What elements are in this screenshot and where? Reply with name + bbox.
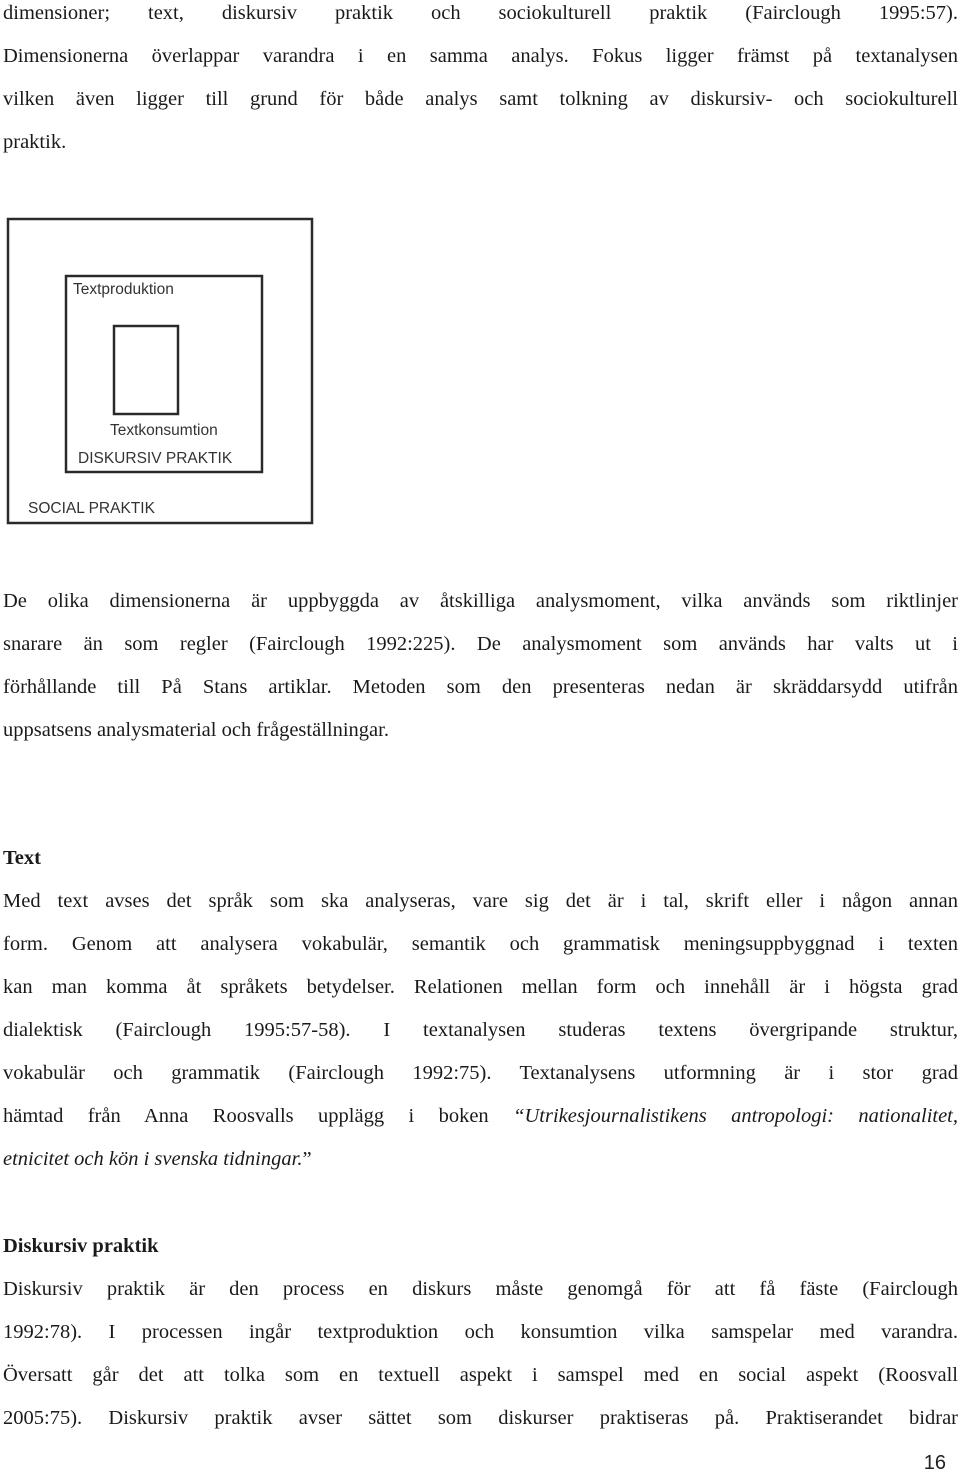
textproduktion-label: Textproduktion [73, 281, 174, 298]
method-paragraph [3, 580, 958, 752]
diskursiv-praktik-box [66, 276, 262, 472]
text-line [3, 1095, 958, 1138]
text-line: förhållande till På Stans artiklar. Metoden som den presenteras nedan är skräddarsydd utifrån [3, 676, 958, 698]
social-praktik-box [8, 219, 312, 523]
text-line: dimensioner; text, diskursiv praktik och sociokulturell praktik (Fairclough 1995:57). [3, 2, 958, 24]
text-line: Översatt går det att tolka som en textuell aspekt i samspel med en social aspekt (Roosvall [3, 1364, 958, 1386]
text-line: Med text avses det språk som ska analyseras, vare sig det är i tal, skrift eller i någon annan [3, 890, 958, 912]
text-line: Diskursiv praktik är den process en diskurs måste genomgå för att få fäste (Fairclough [3, 1278, 958, 1300]
text-line: 2005:75). Diskursiv praktik avser sättet som diskurser praktiseras på. Praktiserandet bidrar [3, 1407, 958, 1429]
book-title: “Utrikesjournalistikens antropologi: nationalitet, [513, 1105, 958, 1127]
text-line: dialektisk (Fairclough 1995:57-58). I textanalysen studeras textens övergripande struktur, [3, 1019, 958, 1041]
section-heading-diskursiv: Diskursiv praktik [3, 1235, 159, 1257]
text-box [114, 326, 178, 414]
text-line: uppsatsens analysmaterial och frågeställningar. [3, 719, 389, 741]
social-praktik-label: SOCIAL PRAKTIK [28, 500, 155, 517]
diskursiv-section-paragraph [3, 1268, 958, 1440]
page-number: 16 [923, 1452, 946, 1474]
text-fragment: hämtad från Anna Roosvalls upplägg i boken [3, 1105, 514, 1127]
text-line: De olika dimensionerna är uppbyggda av åtskilliga analysmoment, vilka används som riktlinjer [3, 590, 958, 612]
textkonsumtion-label: Textkonsumtion [110, 422, 218, 439]
text-line: kan man komma åt språkets betydelser. Relationen mellan form och innehåll är i högsta grad [3, 976, 958, 998]
text-line: vokabulär och grammatik (Fairclough 1992:75). Textanalysens utformning är i stor grad [3, 1062, 958, 1084]
text-line: Dimensionerna överlappar varandra i en samma analys. Fokus ligger främst på textanalysen [3, 45, 958, 67]
text-line: vilken även ligger till grund för både analys samt tolkning av diskursiv- och sociokulturell [3, 88, 958, 110]
text-section-paragraph [3, 880, 958, 1181]
diskursiv-praktik-label: DISKURSIV PRAKTIK [78, 450, 233, 467]
text-line [3, 1138, 958, 1181]
intro-paragraph [3, 0, 958, 164]
book-title-cont: etnicitet och kön i svenska tidningar. [3, 1148, 303, 1170]
text-fragment: ” [302, 1148, 312, 1170]
section-heading-text: Text [3, 847, 41, 869]
text-line: snarare än som regler (Fairclough 1992:225). De analysmoment som används har valts ut i [3, 633, 958, 655]
text-line: form. Genom att analysera vokabulär, semantik och grammatisk meningsuppbyggnad i texten [3, 933, 958, 955]
text-line: praktik. [3, 131, 67, 153]
text-line: 1992:78). I processen ingår textproduktion och konsumtion vilka samspelar med varandra. [3, 1321, 958, 1343]
